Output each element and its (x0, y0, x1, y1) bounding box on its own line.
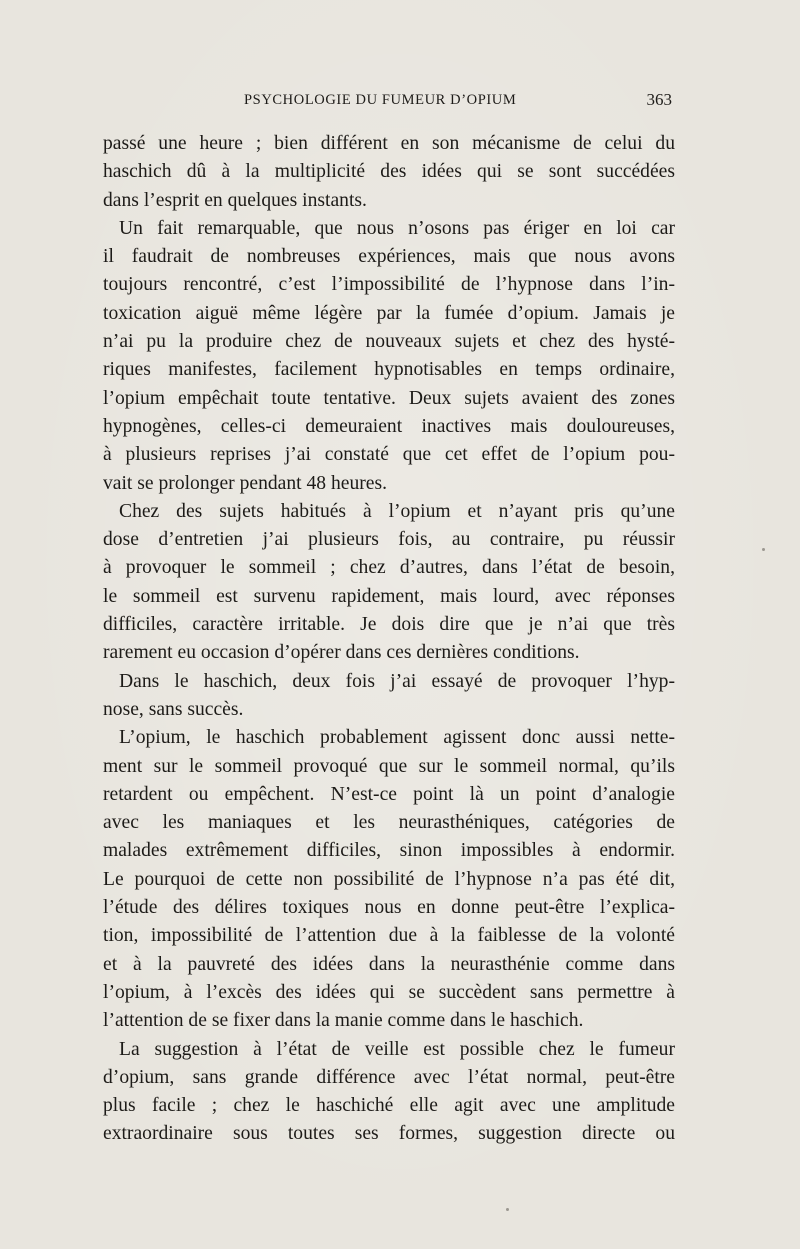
text-line: La suggestion à l’état de veille est possible chez le fumeur (119, 1038, 675, 1060)
text-line: l’attention de se fixer dans la manie comme dans le haschich. (103, 1010, 584, 1032)
text-line: Un fait remarquable, que nous n’osons pas ériger en loi car (119, 217, 675, 239)
text-line: toxication aiguë même légère par la fumée d’opium. Jamais je (103, 302, 675, 324)
text-line: à plusieurs reprises j’ai constaté que cet effet de l’opium pou- (103, 444, 675, 466)
text-line: le sommeil est survenu rapidement, mais lourd, avec réponses (103, 585, 675, 607)
text-line: rarement eu occasion d’opérer dans ces dernières conditions. (103, 642, 580, 664)
text-line: retardent ou empêchent. N’est-ce point là un point d’analogie (103, 783, 675, 805)
text-line: n’ai pu la produire chez de nouveaux sujets et chez des hysté- (103, 331, 675, 353)
running-title: PSYCHOLOGIE DU FUMEUR D’OPIUM (244, 92, 517, 108)
text-line: l’opium empêchait toute tentative. Deux sujets avaient des zones (103, 387, 675, 409)
text-line: Chez des sujets habitués à l’opium et n’ayant pris qu’une (119, 500, 675, 522)
text-line: avec les maniaques et les neurasthéniques, catégories de (103, 812, 675, 834)
text-line: plus facile ; chez le haschiché elle agit avec une amplitude (103, 1095, 675, 1117)
text-line: à provoquer le sommeil ; chez d’autres, dans l’état de besoin, (103, 557, 675, 579)
text-line: il faudrait de nombreuses expériences, mais que nous avons (103, 246, 675, 268)
text-line: nose, sans succès. (103, 698, 244, 720)
text-line: passé une heure ; bien différent en son mécanisme de celui du (103, 133, 675, 154)
text-line: dose d’entretien j’ai plusieurs fois, au contraire, pu réussir (103, 529, 675, 551)
text-line: et à la pauvreté des idées dans la neurasthénie comme dans (103, 953, 675, 975)
body-text (103, 130, 675, 1149)
page-header (236, 92, 676, 116)
text-line: toujours rencontré, c’est l’impossibilité de l’hypnose dans l’in- (103, 274, 675, 296)
paper-speck (762, 548, 765, 551)
text-line: haschich dû à la multiplicité des idées qui se sont succédées (103, 161, 675, 183)
text-line: dans l’esprit en quelques instants. (103, 189, 367, 211)
text-line: d’opium, sans grande différence avec l’état normal, peut-être (103, 1066, 675, 1088)
paper-speck (506, 1208, 509, 1211)
text-line: l’opium, à l’excès des idées qui se succèdent sans permettre à (103, 981, 675, 1003)
text-line: riques manifestes, facilement hypnotisables en temps ordinaire, (103, 359, 675, 381)
page-number: 363 (646, 90, 672, 109)
text-line: l’étude des délires toxiques nous en donne peut-être l’explica- (103, 897, 675, 919)
text-line: L’opium, le haschich probablement agissent donc aussi nette- (119, 727, 675, 749)
text-line: ment sur le sommeil provoqué que sur le sommeil normal, qu’ils (103, 755, 675, 777)
text-line: difficiles, caractère irritable. Je dois dire que je n’ai que très (103, 614, 675, 636)
text-line: extraordinaire sous toutes ses formes, suggestion directe ou (103, 1123, 675, 1145)
text-line: tion, impossibilité de l’attention due à la faiblesse de la volonté (103, 925, 675, 947)
text-line: hypnogènes, celles-ci demeuraient inactives mais douloureuses, (103, 415, 675, 437)
text-line: Le pourquoi de cette non possibilité de l’hypnose n’a pas été dit, (103, 868, 675, 890)
text-line: malades extrêmement difficiles, sinon impossibles à endormir. (103, 840, 675, 862)
text-line: Dans le haschich, deux fois j’ai essayé de provoquer l’hyp- (119, 670, 675, 692)
text-line: vait se prolonger pendant 48 heures. (103, 472, 388, 494)
